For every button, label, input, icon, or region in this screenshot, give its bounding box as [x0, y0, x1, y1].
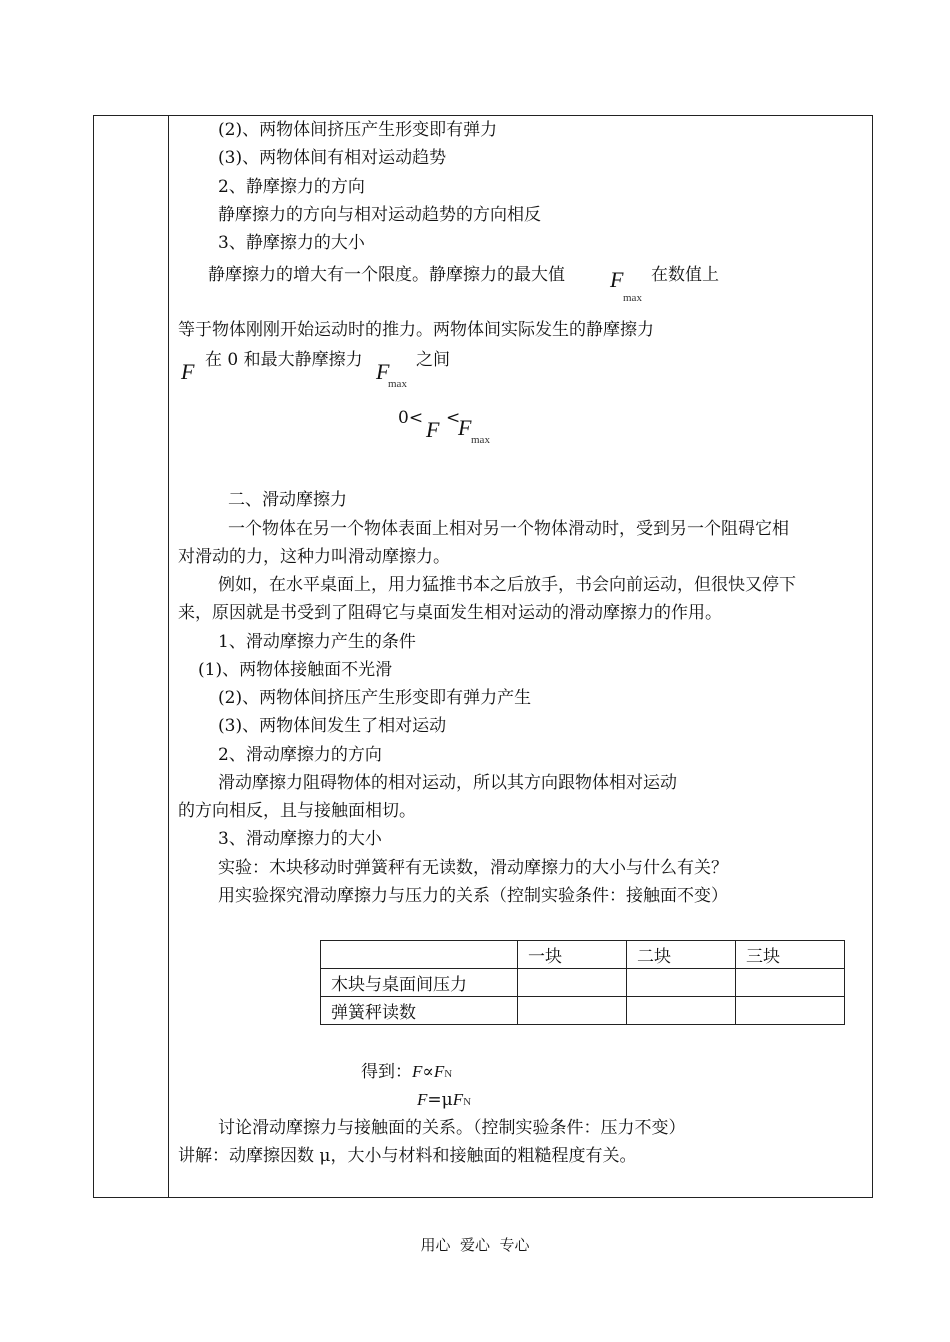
ineq-fmax: F — [458, 415, 472, 440]
formula-eq: =μ — [427, 1090, 453, 1110]
line-static-direction-heading: 2、静摩擦力的方向 — [218, 177, 365, 197]
symbol-fmax-2: F — [376, 359, 390, 384]
ineq-lt: < — [446, 408, 461, 428]
result-line-1 — [361, 1062, 452, 1084]
line-static-cond-2: (2)、两物体间挤压产生形变即有弹力 — [218, 120, 498, 140]
result-f: F — [412, 1062, 423, 1081]
line-experiment: 实验：木块移动时弹簧秤有无读数，滑动摩擦力的大小与什么有关？ — [218, 858, 728, 878]
result-fn: F — [433, 1062, 445, 1081]
table-cell — [627, 969, 736, 997]
table-header-cell: 二块 — [627, 941, 736, 969]
result-prop: ∝ — [422, 1062, 434, 1082]
result-label: 得到： — [361, 1062, 412, 1082]
formula-fn: F — [452, 1090, 464, 1109]
table-header-row — [321, 941, 845, 969]
para-definition-b: 对滑动的力，这种力叫滑动摩擦力。 — [178, 547, 450, 567]
symbol-fmax-2-sub: max — [388, 378, 407, 390]
line-static-cond-3: (3)、两物体间有相对运动趋势 — [218, 148, 447, 168]
symbol-fmax-1: F — [610, 267, 624, 292]
line-static-actual: 等于物体刚刚开始运动时的推力。两物体间实际发生的静摩擦力 — [178, 320, 654, 340]
symbol-f: F — [181, 359, 195, 384]
para-example-a: 例如，在水平桌面上，用力猛推书本之后放手，书会向前运动，但很快又停下 — [218, 575, 796, 595]
formula-f: F — [417, 1090, 428, 1109]
page-footer: 用心 爱心 专心 — [420, 1236, 530, 1254]
line-sliding-cond-1: (1)、两物体接触面不光滑 — [198, 660, 393, 680]
table-cell — [627, 997, 736, 1025]
line-sliding-direction-heading: 2、滑动摩擦力的方向 — [218, 745, 382, 765]
line-static-limit-a: 静摩擦力的增大有一个限度。静摩擦力的最大值 — [208, 265, 565, 285]
line-static-range-b: 之间 — [416, 350, 450, 370]
table-header-cell: 一块 — [518, 941, 627, 969]
line-explanation: 讲解：动摩擦因数 μ，大小与材料和接触面的粗糙程度有关。 — [178, 1146, 637, 1166]
line-experiment-pressure: 用实验探究滑动摩擦力与压力的关系（控制实验条件：接触面不变） — [218, 886, 728, 906]
experiment-table — [320, 940, 845, 1025]
result-fn-sub: N — [444, 1068, 453, 1080]
table-cell — [518, 997, 627, 1025]
formula-fn-sub: N — [463, 1096, 472, 1108]
line-sliding-cond-heading: 1、滑动摩擦力产生的条件 — [218, 632, 416, 652]
line-static-range-a: 在 0 和最大静摩擦力 — [205, 350, 363, 370]
symbol-fmax-1-sub: max — [623, 292, 642, 304]
line-static-direction-text: 静摩擦力的方向与相对运动趋势的方向相反 — [218, 205, 541, 225]
line-sliding-cond-3: (3)、两物体间发生了相对运动 — [218, 716, 447, 736]
table-row — [321, 997, 845, 1025]
table-cell — [736, 997, 845, 1025]
line-sliding-cond-2: (2)、两物体间挤压产生形变即有弹力产生 — [218, 688, 532, 708]
line-static-limit-b: 在数值上 — [651, 265, 719, 285]
table-header-cell — [321, 941, 518, 969]
heading-sliding-friction: 二、滑动摩擦力 — [228, 490, 347, 510]
para-example-b: 来，原因就是书受到了阻碍它与桌面发生相对运动的滑动摩擦力的作用。 — [178, 603, 722, 623]
line-sliding-direction-b: 的方向相反，且与接触面相切。 — [178, 801, 416, 821]
table-cell — [736, 969, 845, 997]
line-discussion: 讨论滑动摩擦力与接触面的关系。（控制实验条件：压力不变） — [218, 1118, 686, 1138]
line-sliding-direction-a: 滑动摩擦力阻碍物体的相对运动，所以其方向跟物体相对运动 — [218, 773, 677, 793]
table-row-label: 弹簧秤读数 — [321, 997, 518, 1025]
para-definition-a: 一个物体在另一个物体表面上相对另一个物体滑动时，受到另一个阻碍它相 — [228, 519, 789, 539]
ineq-f: F — [426, 417, 440, 442]
table-row — [321, 969, 845, 997]
ineq-fmax-sub: max — [471, 434, 490, 446]
result-line-2 — [417, 1090, 471, 1112]
line-static-magnitude-heading: 3、静摩擦力的大小 — [218, 233, 365, 253]
table-row-label: 木块与桌面间压力 — [321, 969, 518, 997]
line-sliding-magnitude-heading: 3、滑动摩擦力的大小 — [218, 829, 382, 849]
table-header-cell: 三块 — [736, 941, 845, 969]
column-divider — [168, 115, 169, 1198]
table-cell — [518, 969, 627, 997]
ineq-zero: 0< — [398, 408, 424, 428]
